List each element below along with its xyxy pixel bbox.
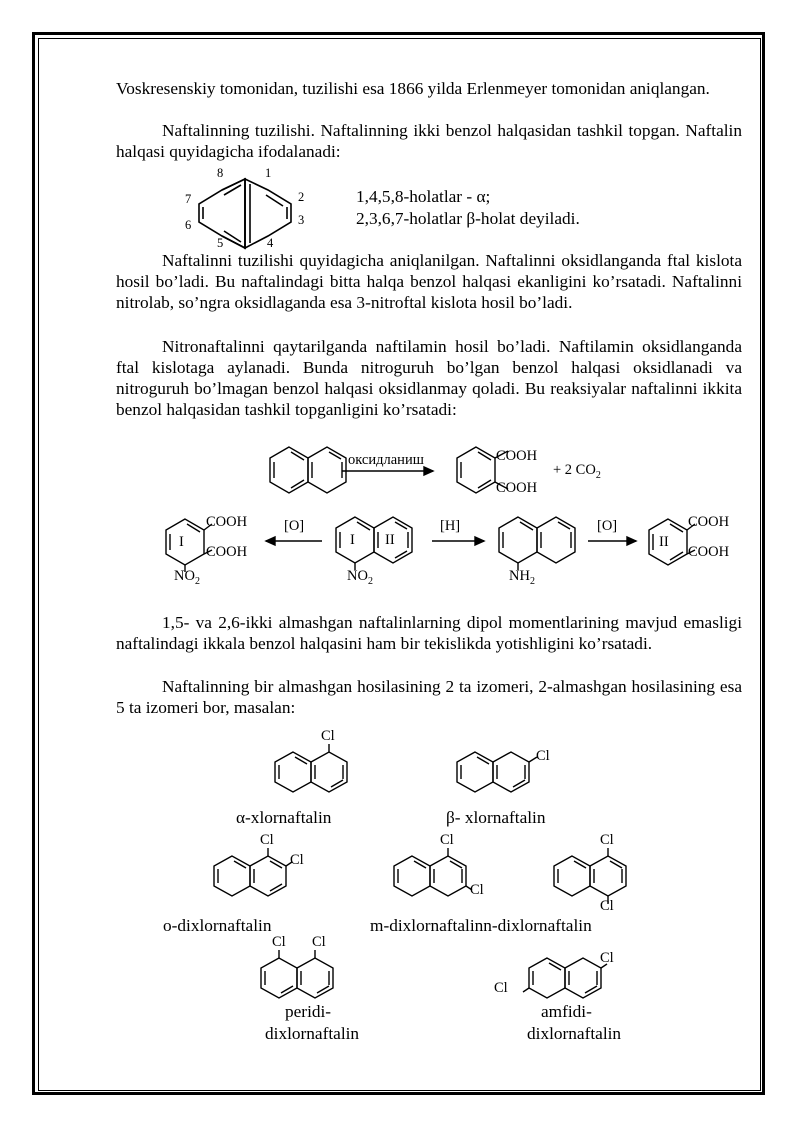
meta-para-dichloronaphthalene-label: m-dixlornaftalinn-dixlornaftalin [370,916,592,935]
position-1-label: 1 [265,166,272,180]
paragraph-nitro: Nitronaftalinni qaytarilganda naftilamin hosil bo’ladi. Naftilamin oksidlanganda ftal kislotaga aylanadi. Bunda nitroguruh bo’lgan benzol halqasi oksidlanadi va nitroguruh bo’lmagan benzol halqasi oksidlanmay qoladi. Bu reaksiyalar naftalinni ikkita benzol halqasidan tashkil topganligini ko’rsatadi: [116,337,742,419]
cooh-label-top-2: COOH [496,480,538,496]
amfi-cl-label-1: Cl [600,950,614,966]
cooh-label-left-1: COOH [206,514,248,530]
position-8-label: 8 [217,166,224,180]
meta-cl-label-1: Cl [440,832,454,848]
alpha-chloronaphthalene-label: α-xlornaftalin [236,808,332,827]
ortho-dichloronaphthalene-label: o-dixlornaftalin [163,916,272,935]
position-6-label: 6 [185,218,192,232]
co2-product: + 2 $CO_2$ [553,462,601,481]
cooh-label-right-1: COOH [688,514,730,530]
peri-cl-label-1: Cl [272,934,286,950]
reagent-o-right: [O] [597,518,618,534]
beta-cl-label: Cl [536,748,550,764]
cooh-label-left-2: COOH [206,544,248,560]
position-5-label: 5 [217,236,224,250]
alpha-positions-text: 1,4,5,8-holatlar - α; [356,187,491,206]
ortho-cl-label-2: Cl [290,852,304,868]
peri-label-line2: dixlornaftalin [265,1024,360,1043]
ring-i-label-left: I [179,534,184,550]
oxidation-label: оксидланиш [348,452,424,468]
beta-positions-text: 2,3,6,7-holatlar β-holat deyiladi. [356,209,580,228]
position-4-label: 4 [267,236,274,250]
position-3-label: 3 [298,213,305,227]
cooh-label-right-2: COOH [688,544,730,560]
ring-ii-label-right: II [659,534,669,550]
peri-label-line1: peridi- [285,1002,332,1021]
ring-ii-label-center: II [385,532,395,548]
paragraph-structure: Naftalinning tuzilishi. Naftalinning ikki benzol halqasidan tashkil topgan. Naftalin halqasi quyidagicha ifodalanadi: [116,121,742,161]
meta-cl-label-2: Cl [470,882,484,898]
amfi-label-line2: dixlornaftalin [527,1024,622,1043]
position-7-label: 7 [185,192,192,206]
position-2-label: 2 [298,190,305,204]
cooh-label-top-1: COOH [496,448,538,464]
no2-label-center: $NO_2$ [347,568,373,587]
para-cl-label-1: Cl [600,832,614,848]
para-cl-label-2: Cl [600,898,614,914]
reagent-o-left: [O] [284,518,305,534]
paragraph-dipole: 1,5- va 2,6-ikki almashgan naftalinlarning dipol momentlarining mavjud emasligi naftalindagi ikkala benzol halqasini ham bir tekislikda yotishligini ko’rsatadi. [116,613,742,653]
paragraph-history: Voskresenskiy tomonidan, tuzilishi esa 1866 yilda Erlenmeyer tomonidan aniqlangan. [116,79,710,98]
amfi-cl-label-2: Cl [494,980,508,996]
reagent-h: [H] [440,518,461,534]
ortho-cl-label-1: Cl [260,832,274,848]
nh2-label: $NH_2$ [509,568,535,587]
ring-i-label-center: I [350,532,355,548]
no2-label-left: $NO_2$ [174,568,200,587]
paragraph-proof: Naftalinni tuzilishi quyidagicha aniqlanilgan. Naftalinni oksidlanganda ftal kislota hosil bo’ladi. Bu naftalindagi bitta halqa benzol halqasi ekanligini ko’rsatadi. Naftalinni nitrolab, so’ngra oksidlaganda esa 3-nitroftal kislota hosil bo’ladi. [116,251,742,312]
alpha-cl-label: Cl [321,728,335,744]
amfi-label-line1: amfidi- [541,1002,592,1021]
paragraph-isomers: Naftalinning bir almashgan hosilasining 2 ta izomeri, 2-almashgan hosilasining esa 5 ta izomeri bor, masalan: [116,677,742,717]
peri-cl-label-2: Cl [312,934,326,950]
beta-chloronaphthalene-label: β- xlornaftalin [446,808,546,827]
